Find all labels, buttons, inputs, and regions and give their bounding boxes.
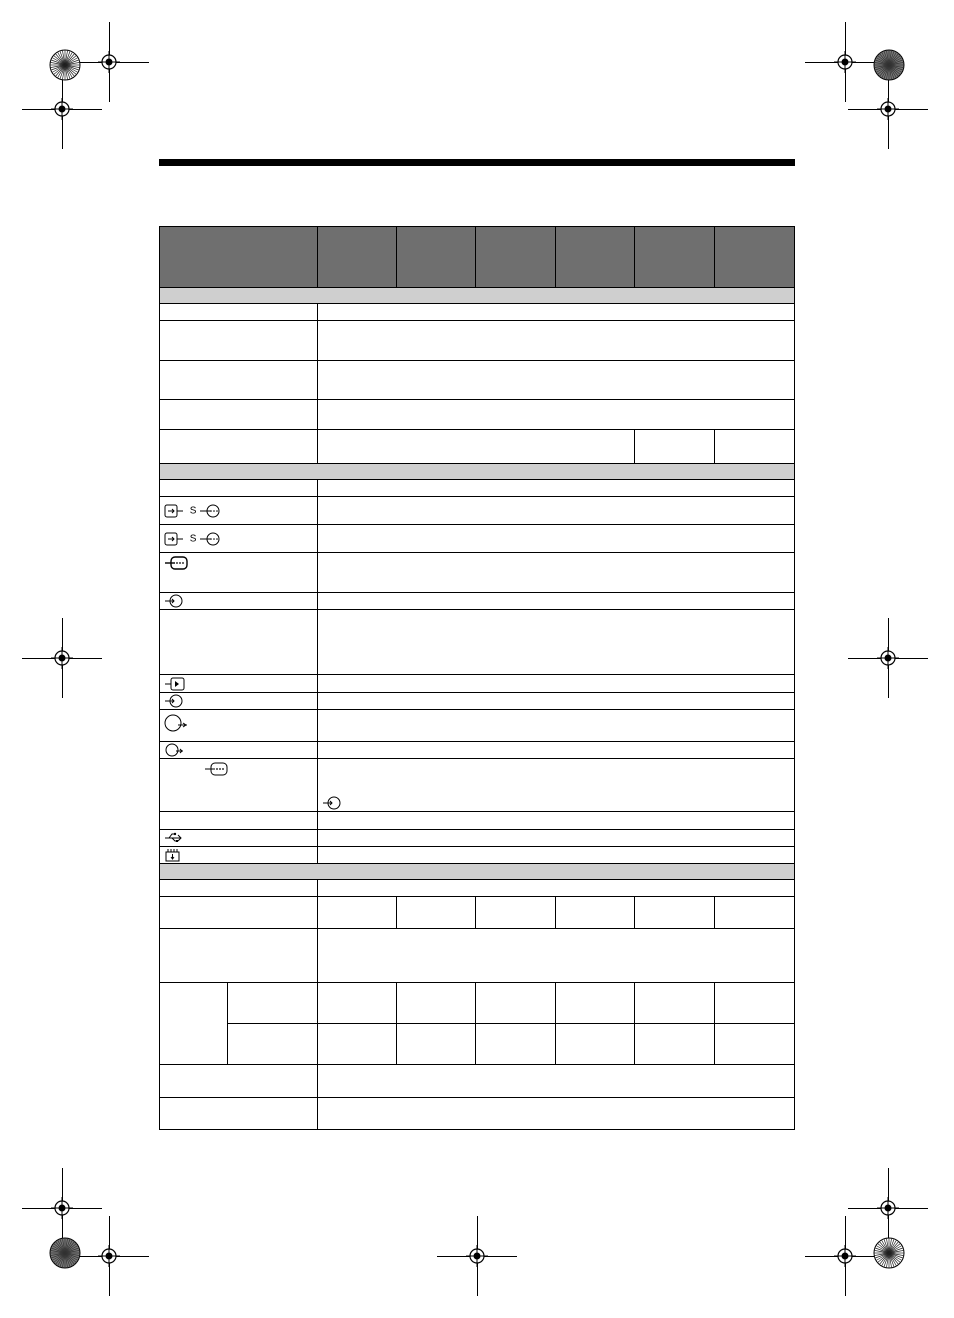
table-row [160, 1024, 795, 1065]
usb-icon [164, 832, 184, 844]
audio-in-icon [322, 796, 342, 810]
table-row [160, 593, 795, 610]
video-in-icon [164, 532, 184, 546]
common-interface-icon [164, 848, 182, 862]
audio-in-icon [164, 594, 184, 608]
table-row [160, 1098, 795, 1130]
component-in-icon [204, 762, 228, 776]
section-row [160, 864, 795, 880]
headphone-icon [164, 743, 184, 757]
video-in-icon [164, 504, 184, 518]
s-video-in-icon [199, 532, 221, 546]
table-row [160, 847, 795, 864]
table-row [160, 304, 795, 321]
color-target-icon [873, 1237, 905, 1269]
table-row [160, 830, 795, 847]
page-title-rule [159, 159, 795, 166]
s-video-label: S [189, 505, 197, 517]
registration-target-icon [466, 1245, 488, 1267]
section-row [160, 288, 795, 304]
registration-target-icon [877, 647, 899, 669]
table-row [160, 321, 795, 361]
pc-in-icon [164, 694, 184, 708]
color-target-icon [49, 49, 81, 81]
table-row [160, 480, 795, 497]
table-row [160, 710, 795, 742]
table-header-row [160, 227, 795, 288]
specification-table [159, 226, 795, 1130]
color-target-icon [49, 1237, 81, 1269]
header-cell [160, 227, 318, 288]
registration-target-icon [51, 647, 73, 669]
registration-target-icon [877, 98, 899, 120]
registration-target-icon [98, 51, 120, 73]
registration-target-icon [51, 1197, 73, 1219]
header-cell [318, 227, 397, 288]
table-row [160, 929, 795, 983]
s-video-in-icon [199, 504, 221, 518]
header-cell [634, 227, 714, 288]
header-cell [476, 227, 555, 288]
header-cell [714, 227, 794, 288]
table-row [160, 983, 795, 1024]
registration-target-icon [877, 1197, 899, 1219]
table-row [160, 897, 795, 929]
registration-target-icon [834, 1245, 856, 1267]
table-row [160, 675, 795, 693]
table-row [160, 361, 795, 400]
table-row [160, 430, 795, 464]
table-row [160, 610, 795, 675]
table-row [160, 693, 795, 710]
table-row [160, 812, 795, 830]
table-row [160, 880, 795, 897]
table-row [160, 1065, 795, 1098]
table-row [160, 525, 795, 553]
component-in-icon [164, 556, 188, 570]
headphone-icon [164, 713, 188, 733]
table-row [160, 742, 795, 759]
header-cell [397, 227, 476, 288]
registration-target-icon [834, 51, 856, 73]
s-video-label: S [189, 533, 197, 545]
table-row [160, 400, 795, 430]
table-row [160, 759, 795, 812]
monitor-out-icon [164, 677, 186, 691]
registration-target-icon [98, 1245, 120, 1267]
color-target-icon [873, 49, 905, 81]
table-row [160, 553, 795, 593]
registration-target-icon [51, 98, 73, 120]
section-row [160, 464, 795, 480]
table-row [160, 497, 795, 525]
header-cell [555, 227, 634, 288]
